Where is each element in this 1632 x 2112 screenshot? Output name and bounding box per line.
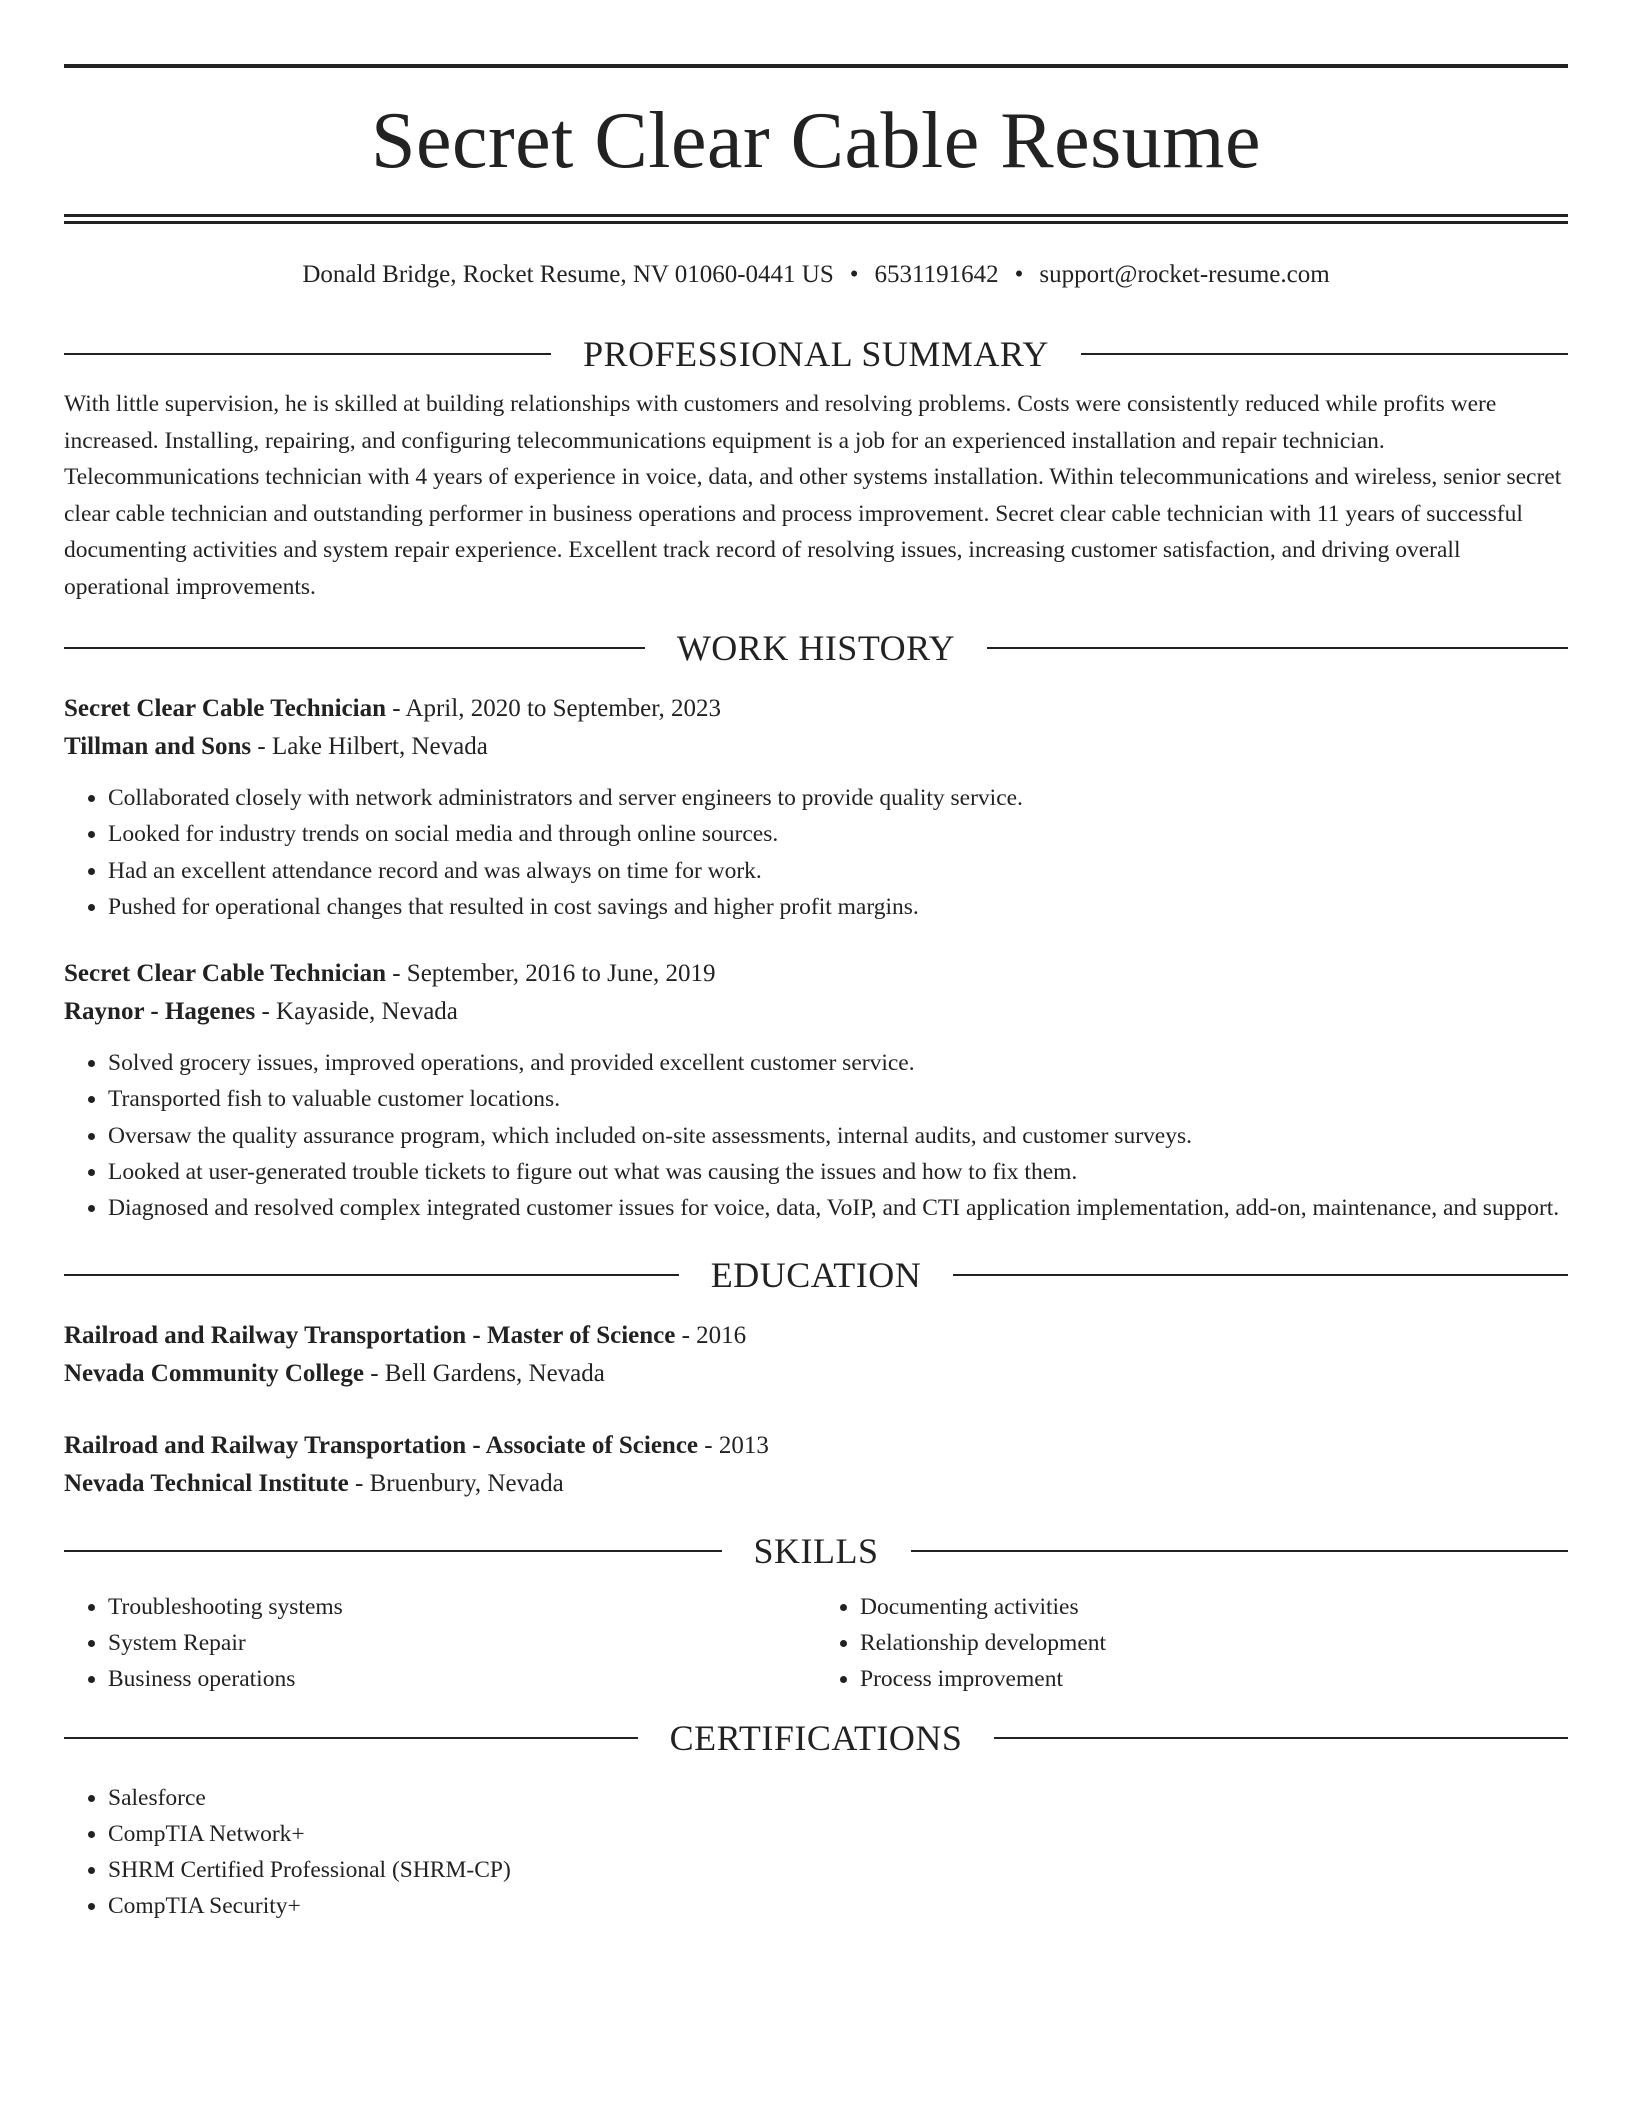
contact-separator: • [849,261,859,288]
list-item: • Documenting activities [860,1589,1568,1625]
list-item: • Oversaw the quality assurance program, which included on-site assessments, internal audits, and customer surveys. [108,1118,1568,1154]
section-heading-certifications [64,1716,1568,1760]
list-item: • System Repair [108,1625,816,1661]
contact-email[interactable]: support@rocket-resume.com [1039,261,1330,288]
list-item: • Troubleshooting systems [108,1589,816,1625]
education-degree-line [64,1427,1568,1465]
job-dates: - September, 2016 to June, 2019 [385,960,716,988]
section-heading-education [64,1253,1568,1297]
list-item: • Transported fish to valuable customer locations. [108,1081,1568,1117]
education-school: Nevada Technical Institute [64,1469,349,1497]
education-degree-line [64,1317,1568,1355]
job-dates: - April, 2020 to September, 2023 [385,695,722,722]
list-item: • Process improvement [860,1661,1568,1697]
education-school: Nevada Community College [64,1359,364,1387]
job-title-line [64,955,1568,993]
education-school-line [64,1355,1568,1393]
list-item: • Diagnosed and resolved complex integrated customer issues for voice, data, VoIP, and CTI application implementation, add-on, maintenance, and support. [108,1190,1568,1226]
contact-phone: 6531191642 [874,261,999,288]
job-bullets [64,1045,1568,1226]
education-entry [64,1427,1568,1503]
list-item: • Business operations [108,1661,816,1697]
job-bullets [64,780,1568,925]
list-item: • SHRM Certified Professional (SHRM-CP) [108,1852,1568,1888]
job-company-line [64,728,1568,766]
job-title: Secret Clear Cable Technician [64,960,386,988]
list-item: • Collaborated closely with network administrators and server engineers to provide quality service. [108,780,1568,816]
job-company: Raynor - Hagenes [64,998,256,1026]
contact-address: Donald Bridge, Rocket Resume, NV 01060-0441 US [302,261,834,288]
education-school-line [64,1465,1568,1503]
job-entry [64,690,1568,925]
section-title: SKILLS [753,1530,879,1571]
list-item: • CompTIA Network+ [108,1816,1568,1852]
job-title: Secret Clear Cable Technician [64,695,386,722]
resume-title: Secret Clear Cable Resume [371,97,1261,185]
list-item: • Looked at user-generated trouble tickets to figure out what was causing the issues and how to fix them. [108,1154,1568,1190]
education-location: - Bell Gardens, Nevada [363,1359,605,1387]
education-location: - Bruenbury, Nevada [348,1469,564,1497]
skills-column-left [64,1589,816,1698]
education-degree: Railroad and Railway Transportation - Master of Science [64,1321,676,1349]
title-double-rule [64,214,1568,224]
job-entry [64,955,1568,1226]
list-item: • Looked for industry trends on social media and through online sources. [108,816,1568,852]
job-location: - Lake Hilbert, Nevada [251,733,488,760]
section-title: CERTIFICATIONS [669,1717,963,1758]
education-entry [64,1317,1568,1393]
contact-separator: • [1014,261,1024,288]
certifications-list [64,1780,1568,1925]
list-item: • Solved grocery issues, improved operations, and provided excellent customer service. [108,1045,1568,1081]
summary-paragraph: With little supervision, he is skilled at building relationships with customers and resolving problems. Costs were consistently reduced while profits were increased. Installing, repairing, and configuring telecommunications equipment is a job for an experienced installation and repair technician. Telecommunications technician with 4 years of experience in voice, data, and other systems installation. Within telecommunications and wireless, senior secret clear cable technician and outstanding performer in business operations and process improvement. Secret clear cable technician with 11 years of successful documenting activities and system repair experience. Excellent track record of resolving issues, increasing customer satisfaction, and driving overall operational improvements. [64,391,1562,600]
education-year: - 2013 [698,1431,769,1459]
skills-grid [64,1589,1568,1698]
section-heading-summary [64,332,1568,376]
section-title: PROFESSIONAL SUMMARY [583,334,1049,374]
list-item: • Relationship development [860,1625,1568,1661]
list-item: • CompTIA Security+ [108,1888,1568,1924]
education-degree: Railroad and Railway Transportation - Associate of Science [64,1431,699,1459]
list-item: • Had an excellent attendance record and was always on time for work. [108,853,1568,889]
list-item: • Pushed for operational changes that resulted in cost savings and higher profit margins. [108,889,1568,925]
list-item: • Salesforce [108,1780,1568,1816]
job-location: - Kayaside, Nevada [255,998,458,1026]
section-title: EDUCATION [710,1254,922,1295]
contact-line [64,260,1568,290]
section-heading-skills [64,1529,1568,1573]
job-company-line [64,993,1568,1031]
job-title-line [64,690,1568,728]
skills-column-right [816,1589,1568,1698]
resume-document [64,64,1568,1925]
section-title: WORK HISTORY [676,628,956,668]
section-heading-work-history [64,626,1568,670]
education-year: - 2016 [675,1321,747,1349]
job-company: Tillman and Sons [64,733,252,760]
